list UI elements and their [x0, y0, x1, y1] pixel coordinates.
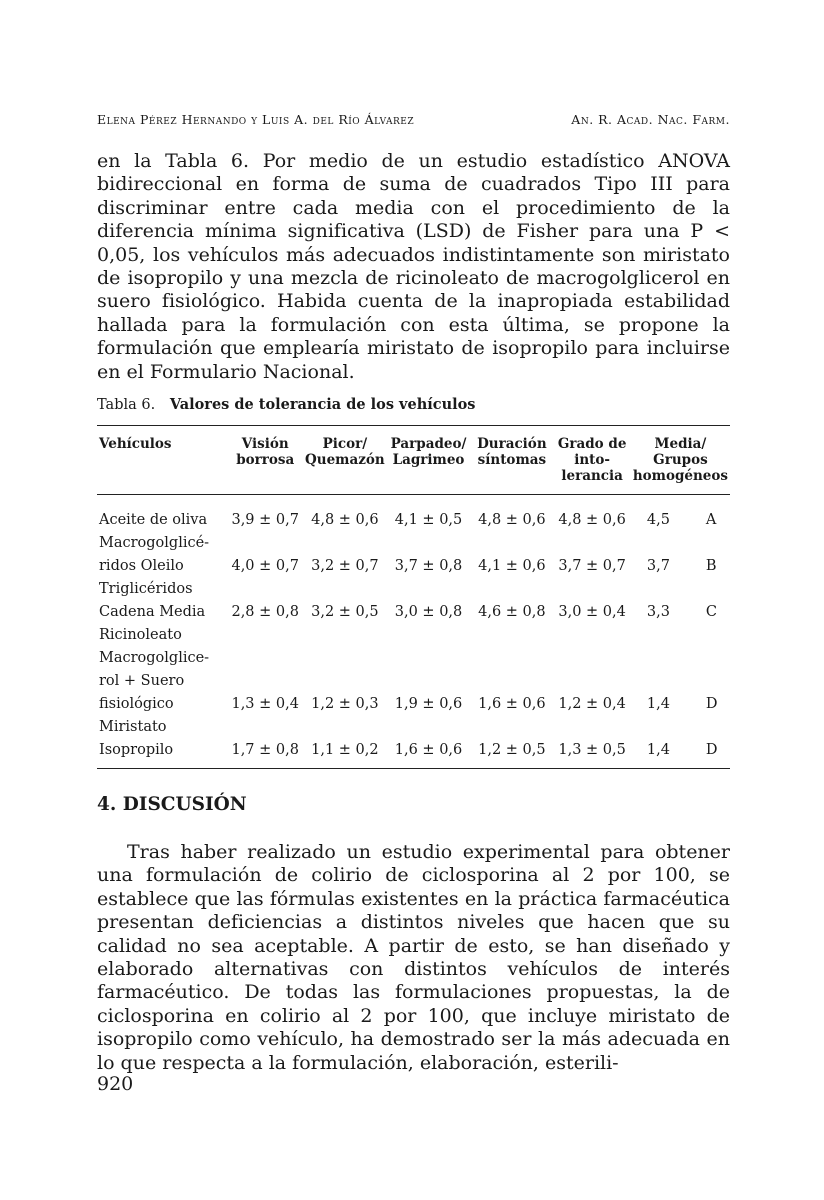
cell-duracion: 4,1 ± 0,6	[478, 558, 546, 574]
cell-vision: 1,7 ± 0,8	[227, 716, 303, 769]
cell-grupo: C	[705, 604, 718, 620]
cell-media: 1,4	[631, 716, 684, 769]
table-title: Valores de tolerancia de los vehículos	[169, 396, 476, 413]
table-row	[97, 532, 730, 578]
header-media: Media/ Grupos homogéneos	[631, 426, 730, 495]
cell-media: 4,5	[646, 512, 670, 528]
cell-parpadeo: 3,7 ± 0,8	[394, 558, 463, 574]
cell-media: 1,4	[646, 696, 670, 712]
header-authors: Elena Pérez Hernando y Luis A. del Río Álvarez	[97, 112, 415, 127]
cell-vision: 2,8 ± 0,8	[231, 604, 299, 620]
cell-picor: 4,8 ± 0,6	[311, 512, 379, 528]
cell-picor: 1,2 ± 0,3	[311, 696, 379, 712]
header-vehiculos: Vehículos	[97, 426, 227, 495]
cell-grado: 4,8 ± 0,6	[558, 512, 626, 528]
discussion-paragraph: Tras haber realizado un estudio experimental para obtener una formulación de colirio de ciclosporina al 2 por 100, se establece que las fórmulas existentes en la práctica farmacéutica presentan deficiencias a distintos niveles que hacen que su calidad no sea aceptable. A partir de esto, se han diseñado y elaborado alternativas con distintos vehículos de interés farmacéutico. De todas las formulaciones propuestas, la de ciclosporina en colirio al 2 por 100, que incluye miristato de isopropilo como vehículo, ha demostrado ser la más adecuada en lo que respecta a la formulación, elaboración, esterili-	[97, 841, 730, 1074]
intro-paragraph: en la Tabla 6. Por medio de un estudio estadístico ANOVA bidireccional en forma de suma de cuadrados Tipo III para discriminar entre cada media con el procedimiento de la diferencia mínima significativa (LSD) de Fisher para una P < 0,05, los vehículos más adecuados indistintamente son miristato de isopropilo y una mezcla de ricinoleato de macrogolglicerol en suero fisiológico. Habida cuenta de la inapropiada estabilidad hallada para la formulación con esta última, se propone la formulación que emplearía miristato de isopropilo para incluirse en el Formulario Nacional.	[97, 150, 730, 383]
header-picor: Picor/ Quemazón	[303, 426, 387, 495]
table-label: Tabla 6.	[97, 397, 156, 413]
cell-duracion: 1,2 ± 0,5	[470, 716, 553, 769]
cell-parpadeo: 3,0 ± 0,8	[394, 604, 463, 620]
cell-parpadeo: 4,1 ± 0,5	[394, 512, 463, 528]
table-row	[97, 624, 730, 716]
cell-vehiculo: Ricinoleato Macrogolglice-rol + Suero fisiológico	[99, 627, 210, 712]
cell-grado: 1,2 ± 0,4	[558, 696, 626, 712]
cell-vision: 4,0 ± 0,7	[231, 558, 299, 574]
header-vision: Visión borrosa	[227, 426, 303, 495]
header-duracion: Duración síntomas	[470, 426, 553, 495]
cell-vision: 3,9 ± 0,7	[231, 512, 299, 528]
cell-picor: 3,2 ± 0,5	[311, 604, 379, 620]
section-heading: 4. DISCUSIÓN	[97, 794, 247, 815]
tolerance-table	[97, 425, 730, 769]
table-row	[97, 578, 730, 624]
table-caption	[97, 396, 475, 413]
cell-duracion: 4,6 ± 0,8	[478, 604, 546, 620]
table-row	[97, 495, 730, 533]
cell-grupo: A	[705, 512, 717, 528]
page-number: 920	[97, 1073, 134, 1095]
header-journal: An. R. Acad. Nac. Farm.	[571, 112, 730, 127]
cell-media: 3,3	[646, 604, 670, 620]
cell-grado: 3,0 ± 0,4	[558, 604, 626, 620]
running-header	[97, 112, 730, 127]
header-grado: Grado de into-lerancia	[553, 426, 630, 495]
cell-vehiculo: Macrogolglicé-ridos Oleilo	[99, 535, 210, 574]
cell-media: 3,7	[646, 558, 670, 574]
cell-grado: 1,3 ± 0,5	[553, 716, 630, 769]
cell-vehiculo: Miristato Isopropilo	[97, 716, 227, 769]
cell-parpadeo: 1,6 ± 0,6	[387, 716, 471, 769]
cell-picor: 1,1 ± 0,2	[303, 716, 387, 769]
cell-grupo: D	[705, 696, 718, 712]
header-parpadeo: Parpadeo/ Lagrimeo	[387, 426, 471, 495]
cell-grado: 3,7 ± 0,7	[558, 558, 626, 574]
cell-duracion: 1,6 ± 0,6	[478, 696, 546, 712]
cell-picor: 3,2 ± 0,7	[311, 558, 379, 574]
cell-grupo: D	[684, 716, 730, 769]
cell-duracion: 4,8 ± 0,6	[478, 512, 546, 528]
table-row	[97, 716, 730, 769]
cell-parpadeo: 1,9 ± 0,6	[394, 696, 463, 712]
cell-vehiculo: Aceite de oliva	[99, 512, 208, 528]
cell-vehiculo: Triglicéridos Cadena Media	[99, 581, 206, 620]
table-header-row	[97, 426, 730, 495]
cell-vision: 1,3 ± 0,4	[231, 696, 299, 712]
cell-grupo: B	[705, 558, 717, 574]
